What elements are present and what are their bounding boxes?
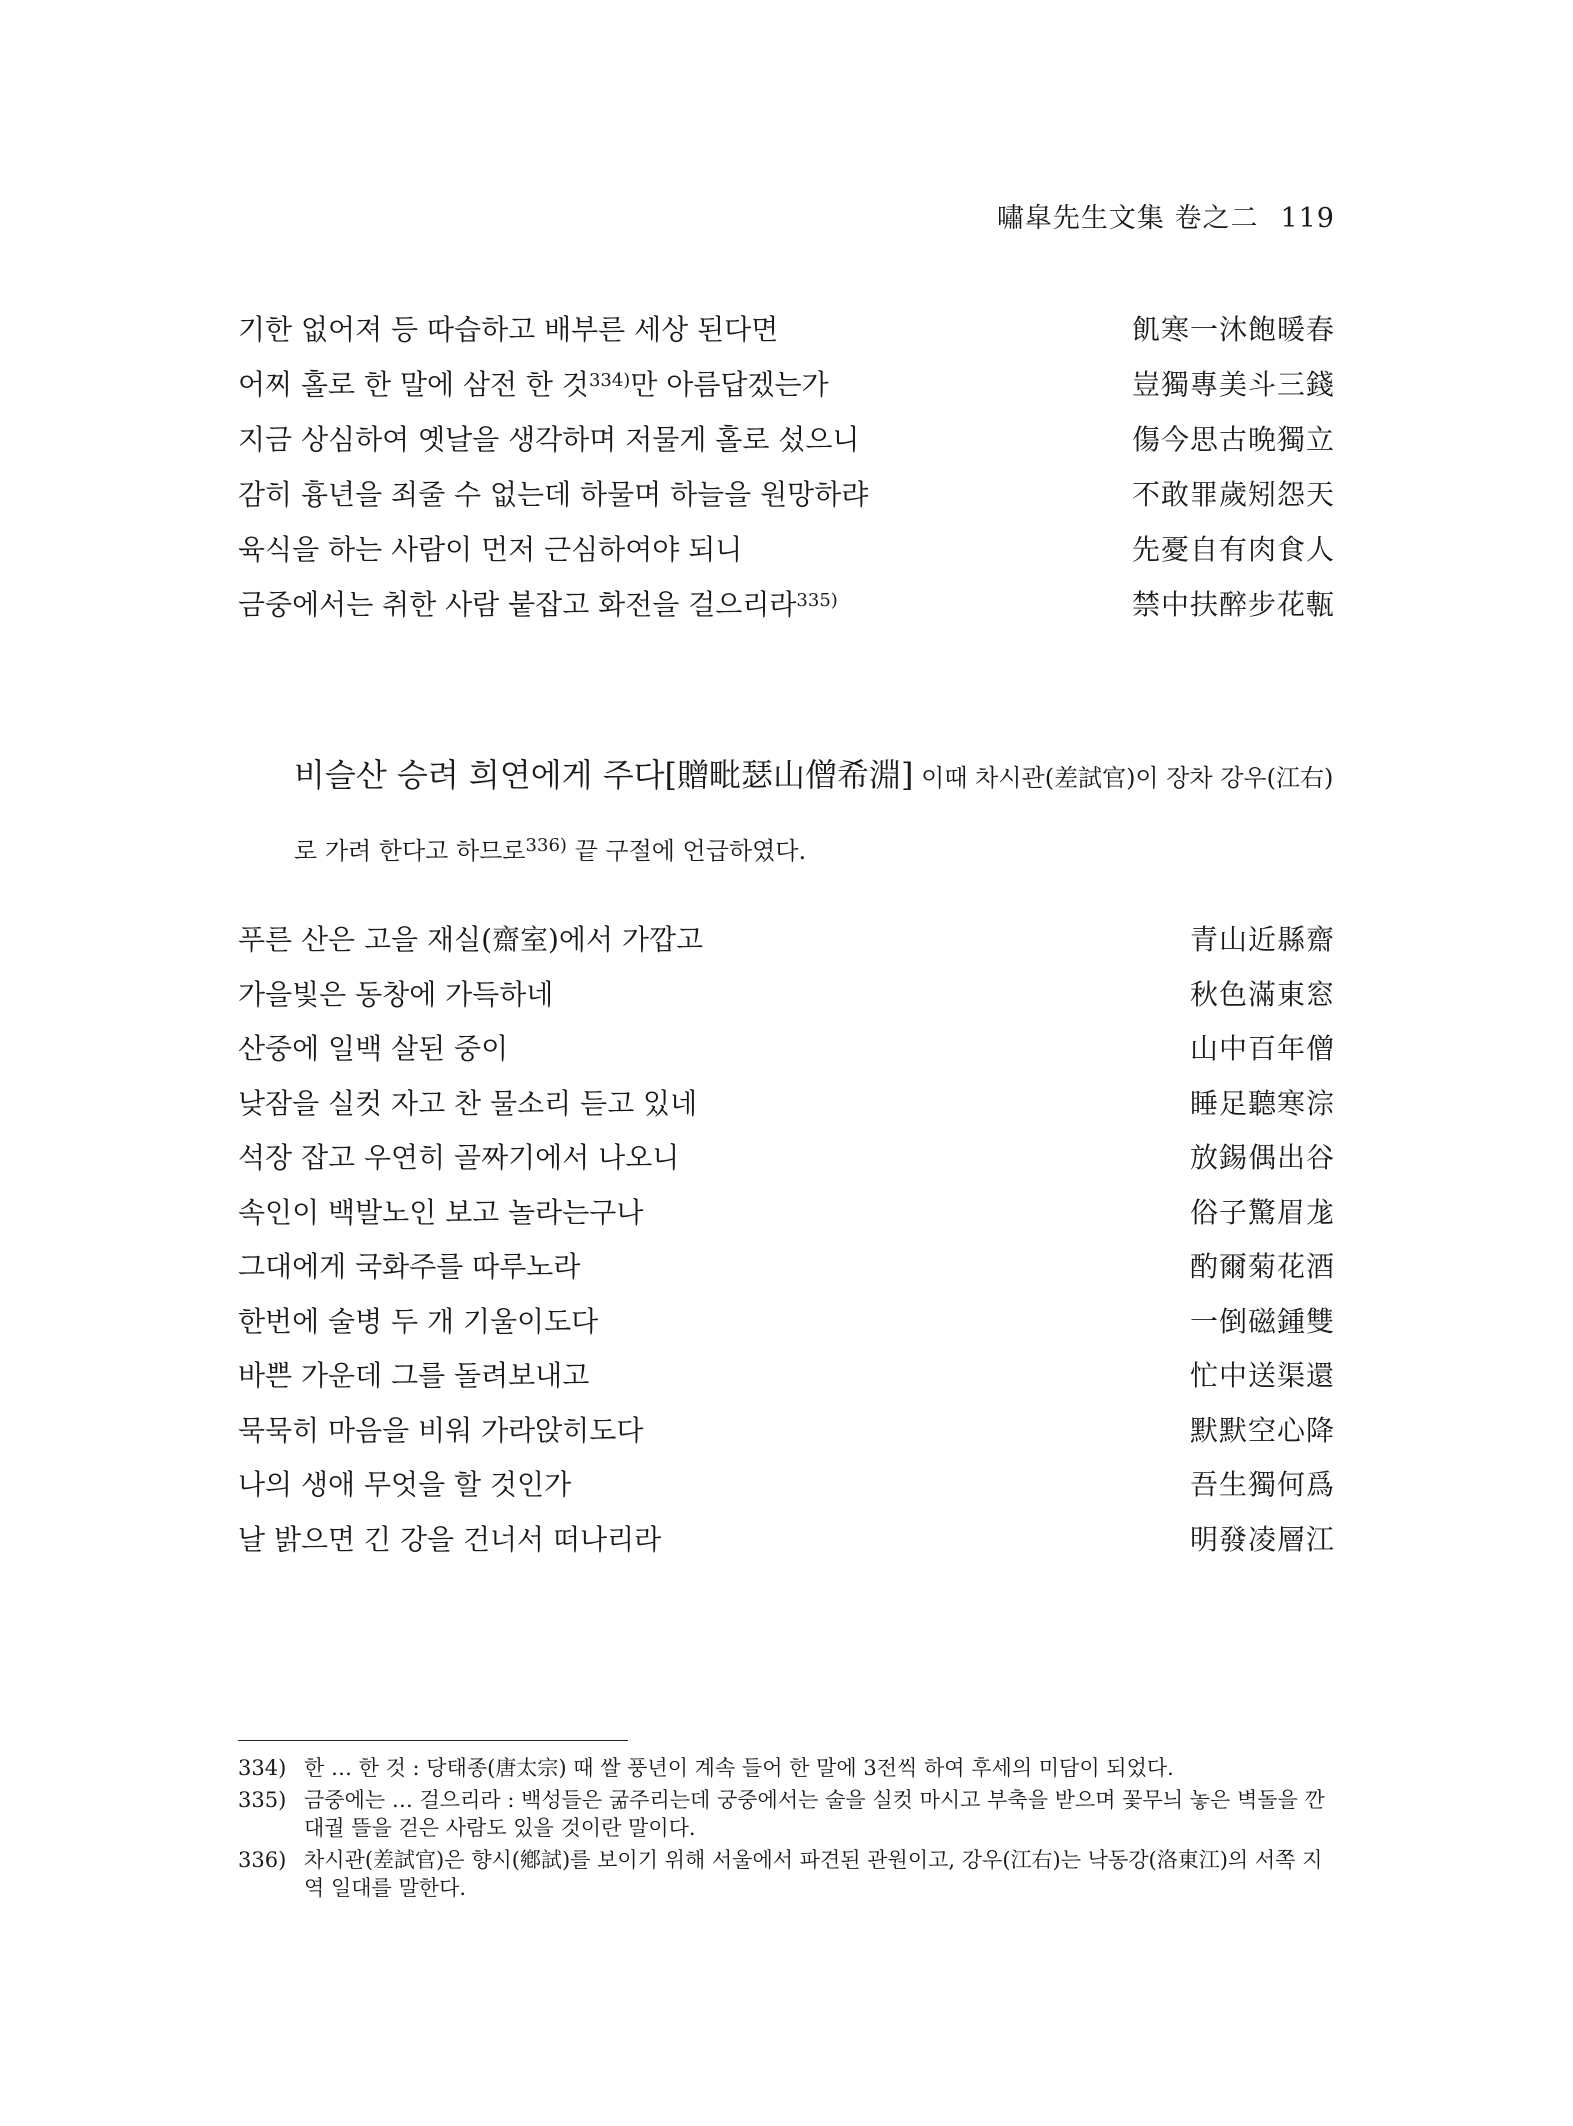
footnote-ref-335[interactable]: 335) bbox=[796, 590, 838, 611]
footnote-text: 한 … 한 것 : 당태종(唐太宗) 때 쌀 풍년이 계속 들어 한 말에 3전씩 하여 후세의 미담이 되었다. bbox=[304, 1756, 1174, 1780]
hanja-line: 飢寒一沐飽暖春 bbox=[1131, 313, 1335, 346]
korean-line: 그대에게 국화주를 따루노라 bbox=[238, 1250, 581, 1283]
hanja-line: 默默空心降 bbox=[1189, 1413, 1335, 1447]
hanja-line: 酌爾菊花酒 bbox=[1189, 1250, 1335, 1283]
hanja-line: 山中百年僧 bbox=[1189, 1032, 1335, 1065]
footnote-number: 334) bbox=[238, 1756, 287, 1780]
running-head bbox=[997, 196, 1335, 235]
korean-line: 지금 상심하여 옛날을 생각하며 저물게 홀로 섰으니 bbox=[238, 423, 860, 456]
footnote-336 bbox=[238, 1846, 1335, 1902]
page-number: 119 bbox=[1280, 203, 1335, 234]
hanja-line: 秋色滿東窓 bbox=[1189, 977, 1335, 1011]
poem-2-heading bbox=[294, 740, 1335, 886]
korean-line: 감히 흉년을 죄줄 수 없는데 하물며 하늘을 원망하랴 bbox=[238, 478, 869, 511]
poem-line bbox=[238, 1349, 1335, 1404]
footnote-335 bbox=[238, 1786, 1335, 1842]
poem-line bbox=[238, 302, 1335, 357]
hanja-line: 青山近縣齋 bbox=[1189, 923, 1335, 956]
footnote-text: 차시관(差試官)은 향시(鄕試)를 보이기 위해 서울에서 파견된 관원이고, 강우(江右)는 낙동강(洛東江)의 서쪽 지역 일대를 말한다. bbox=[304, 1848, 1323, 1900]
hanja-line: 禁中扶醉步花甎 bbox=[1131, 588, 1335, 621]
korean-line: 한번에 술병 두 개 기울이도다 bbox=[238, 1304, 599, 1338]
hanja-line: 傷今思古晩獨立 bbox=[1131, 423, 1335, 456]
footnote-ref-334[interactable]: 334) bbox=[588, 370, 631, 391]
book-title: 嘯皐先生文集 卷之二 bbox=[996, 203, 1259, 234]
poem-line bbox=[238, 1513, 1335, 1568]
hanja-line: 放錫偶出谷 bbox=[1189, 1141, 1335, 1174]
poem-line bbox=[238, 1131, 1335, 1186]
hanja-line: 先憂自有肉食人 bbox=[1131, 533, 1335, 566]
korean-line: 석장 잡고 우연히 골짜기에서 나오니 bbox=[238, 1141, 680, 1174]
hanja-line: 不敢罪歲矧怨天 bbox=[1131, 478, 1335, 511]
footnote-number: 335) bbox=[238, 1788, 287, 1812]
poem-line bbox=[238, 1404, 1335, 1459]
poem-title: 비슬산 승려 희연에게 주다[贈毗瑟山僧希淵] bbox=[294, 756, 914, 794]
hanja-line: 明發凌層江 bbox=[1189, 1522, 1335, 1556]
poem-line bbox=[238, 1022, 1335, 1077]
poem-line bbox=[238, 1240, 1335, 1295]
poem-line bbox=[238, 467, 1335, 522]
korean-line: 낮잠을 실컷 자고 찬 물소리 듣고 있네 bbox=[238, 1086, 698, 1120]
footnote-text: 금중에는 … 걸으리라 : 백성들은 굶주리는데 궁중에서는 술을 실컷 마시고 부축을 받으며 꽃무늬 놓은 벽돌을 깐 대궐 뜰을 걷은 사람도 있을 것이란 말이다. bbox=[304, 1788, 1325, 1840]
korean-line: 금중에서는 취한 사람 붙잡고 화전을 걸으리라$^{335)}$ bbox=[238, 588, 838, 621]
korean-line: 산중에 일백 살된 중이 bbox=[238, 1032, 509, 1065]
korean-line: 날 밝으면 긴 강을 건너서 떠나리라 bbox=[238, 1522, 662, 1556]
korean-line: 어찌 홀로 한 말에 삼전 한 것$^{334)}$만 아름답겠는가 bbox=[238, 368, 829, 401]
korean-line: 기한 없어져 등 따습하고 배부른 세상 된다면 bbox=[238, 313, 779, 346]
poem-line bbox=[238, 522, 1335, 577]
footnote-divider bbox=[238, 1740, 628, 1741]
korean-line: 바쁜 가운데 그를 돌려보내고 bbox=[238, 1359, 590, 1392]
poem-line bbox=[238, 577, 1335, 632]
poem-line bbox=[238, 968, 1335, 1023]
poem-line bbox=[238, 1295, 1335, 1350]
hanja-line: 一倒磁鍾雙 bbox=[1189, 1304, 1335, 1338]
hanja-line: 睡足聽寒淙 bbox=[1189, 1086, 1335, 1120]
poem-1 bbox=[238, 302, 1335, 632]
footnote-ref-336[interactable]: 336) bbox=[525, 835, 567, 856]
korean-line: 묵묵히 마음을 비워 가라앉히도다 bbox=[238, 1413, 644, 1447]
poem-line bbox=[238, 913, 1335, 968]
korean-line: 육식을 하는 사람이 먼저 근심하여야 되니 bbox=[238, 533, 743, 566]
poem-line bbox=[238, 1077, 1335, 1132]
footnote-334 bbox=[238, 1754, 1335, 1782]
korean-line: 푸른 산은 고을 재실(齋室)에서 가깝고 bbox=[238, 923, 704, 956]
poem-line bbox=[238, 1186, 1335, 1241]
hanja-line: 吾生獨何爲 bbox=[1189, 1468, 1335, 1501]
footnotes bbox=[238, 1754, 1335, 1906]
korean-line: 속인이 백발노인 보고 놀라는구나 bbox=[238, 1195, 644, 1229]
poem-line bbox=[238, 1458, 1335, 1513]
footnote-number: 336) bbox=[238, 1848, 287, 1872]
hanja-line: 俗子驚眉尨 bbox=[1189, 1195, 1335, 1229]
poem-line bbox=[238, 412, 1335, 467]
hanja-line: 豈獨專美斗三錢 bbox=[1131, 368, 1335, 401]
korean-line: 나의 생애 무엇을 할 것인가 bbox=[238, 1468, 572, 1501]
poem-2 bbox=[238, 913, 1335, 1567]
poem-line bbox=[238, 357, 1335, 412]
hanja-line: 忙中送渠還 bbox=[1189, 1359, 1335, 1392]
poem-note: 이때 차시관(差試官)이 장차 강우(江右)로 가려 한다고 하므로$^{336)}$ 끝 구절에 언급하였다. bbox=[294, 764, 1334, 865]
korean-line: 가을빛은 동창에 가득하네 bbox=[238, 977, 554, 1011]
